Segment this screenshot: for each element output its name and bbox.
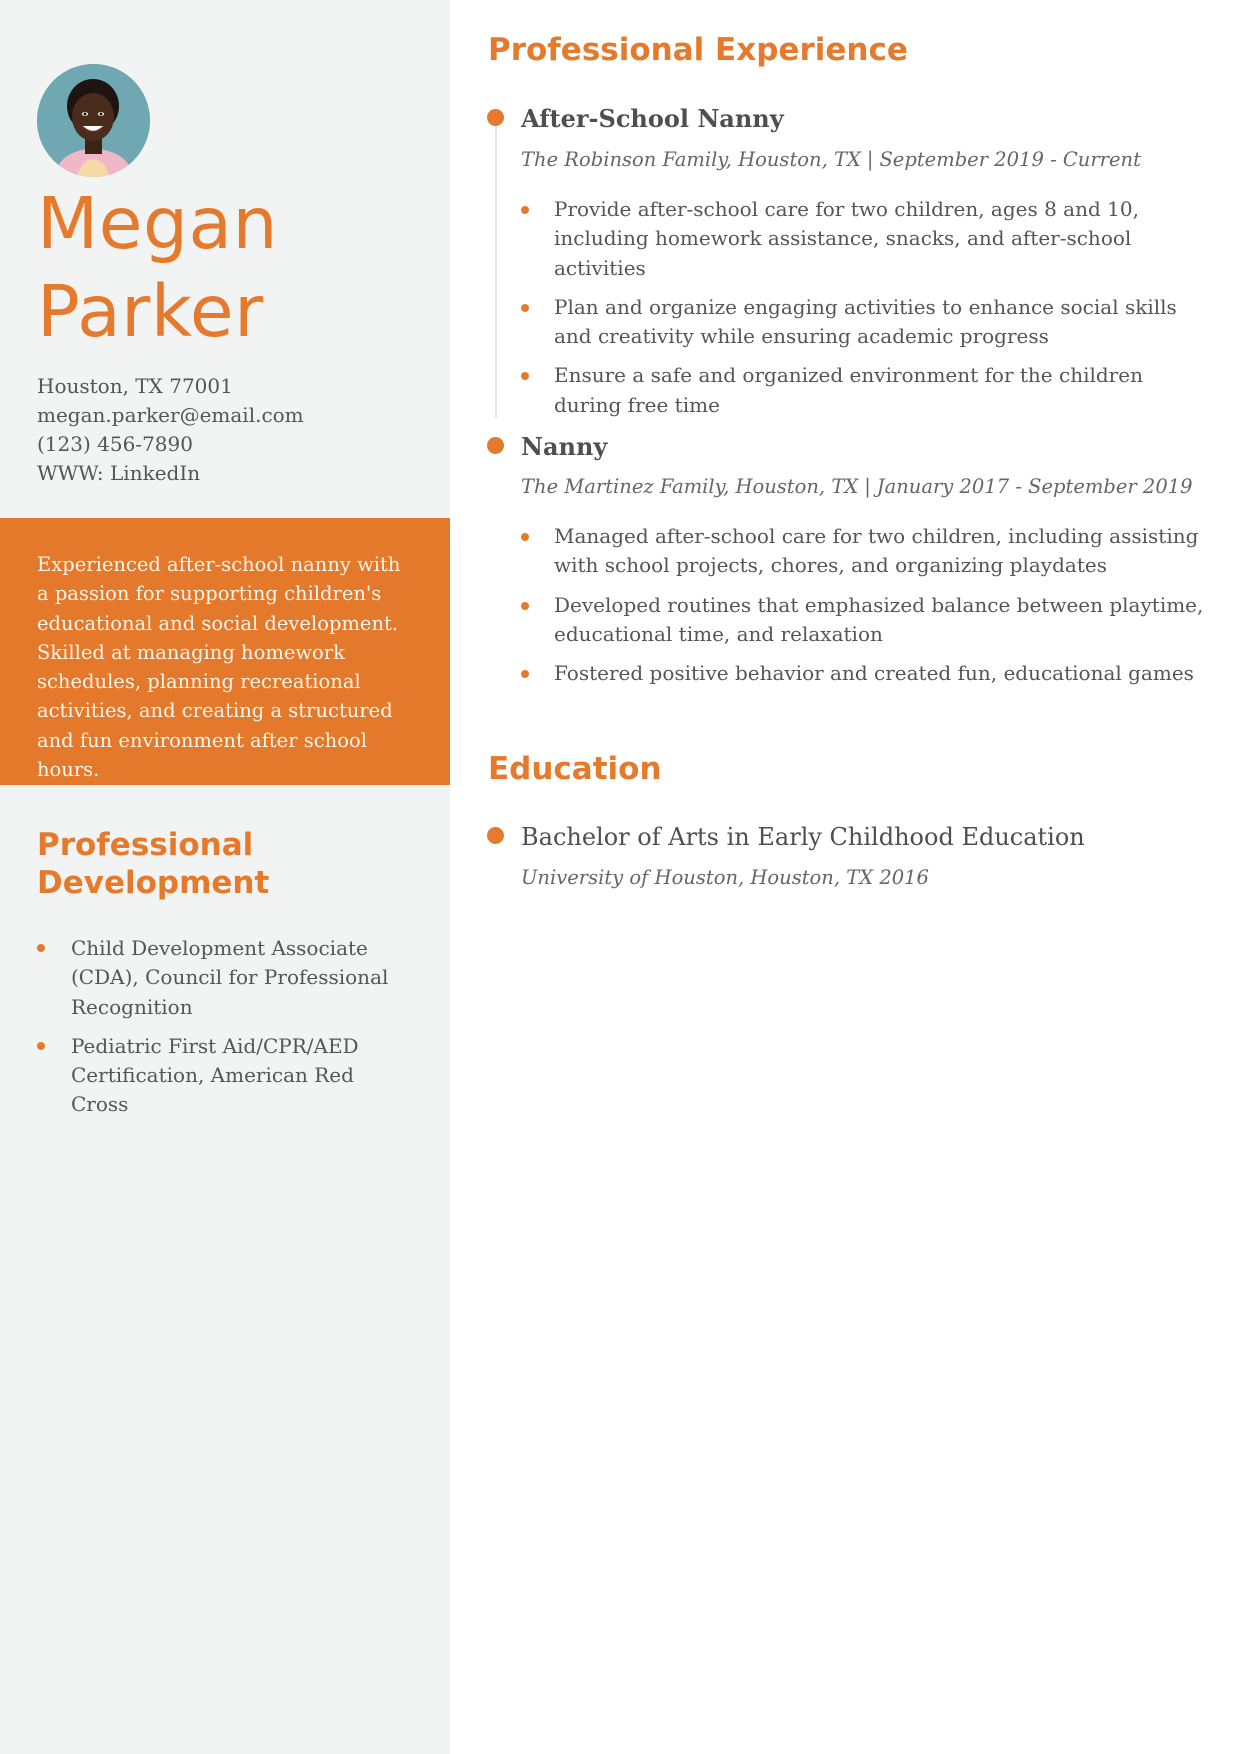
- professional-development-list: [37, 934, 417, 1130]
- list-item-text: Child Development Associate (CDA), Council for Professional Recognition: [71, 936, 389, 1019]
- list-item-text: Developed routines that emphasized balance between playtime, educational time, and relaxation: [554, 592, 1204, 646]
- list-item: [521, 293, 1211, 352]
- phone-number: (123) 456-7890: [37, 432, 193, 456]
- separator: |: [866, 148, 874, 171]
- job-meta: [521, 147, 1141, 173]
- list-item: [37, 934, 417, 1022]
- list-item-text: Provide after-school care for two children, ages 8 and 10, including homework assistance, snacks, and after-school activities: [554, 197, 1139, 280]
- list-item-text: Ensure a safe and organized environment for the children during free time: [554, 363, 1143, 417]
- candidate-name: [37, 180, 437, 356]
- contact-info: [37, 372, 437, 488]
- timeline-dot-icon: [487, 109, 504, 126]
- timeline-dot-icon: [487, 437, 504, 454]
- job-meta: [521, 474, 1193, 500]
- bullet-icon: [521, 670, 529, 678]
- job-dates: January 2017 - September 2019: [876, 475, 1193, 498]
- bullet-icon: [521, 372, 529, 380]
- list-item-text: Managed after-school care for two children, including assisting with school projects, chores, and organizing playdates: [554, 524, 1199, 578]
- list-item: [521, 361, 1211, 420]
- summary-box: [0, 518, 450, 785]
- list-item: [521, 659, 1211, 688]
- bullet-icon: [521, 304, 529, 312]
- job-bullets: [521, 195, 1211, 430]
- email-link[interactable]: megan.parker@email.com: [37, 403, 304, 427]
- avatar: [37, 64, 150, 177]
- list-item-text: Fostered positive behavior and created fun, educational games: [554, 661, 1194, 686]
- job-employer: The Robinson Family, Houston, TX: [521, 148, 861, 171]
- bullet-icon: [521, 533, 529, 541]
- list-item: [521, 195, 1211, 283]
- education-degree: Bachelor of Arts in Early Childhood Education: [521, 823, 1085, 851]
- separator: |: [864, 475, 871, 498]
- list-item: [521, 522, 1211, 581]
- job-dates: September 2019 - Current: [879, 148, 1141, 171]
- list-item-text: Pediatric First Aid/CPR/AED Certification, American Red Cross: [71, 1033, 359, 1117]
- bullet-icon: [37, 944, 45, 952]
- list-item: [521, 591, 1211, 650]
- list-item: [37, 1032, 417, 1120]
- sidebar: [0, 0, 450, 1754]
- list-item-text: Plan and organize engaging activities to enhance social skills and creativity while ensuring academic progress: [554, 294, 1177, 349]
- timeline-line: [495, 118, 497, 418]
- education-school: University of Houston, Houston, TX 2016: [521, 866, 929, 889]
- professional-development-heading: Professional Development: [37, 827, 270, 901]
- timeline-dot-icon: [487, 827, 504, 844]
- address: Houston, TX 77001: [37, 374, 233, 398]
- avatar-photo-icon: [37, 64, 150, 177]
- education-heading: Education: [488, 751, 662, 787]
- job-title: Nanny: [521, 432, 608, 461]
- bullet-icon: [521, 602, 529, 610]
- last-name: Parker: [37, 270, 264, 353]
- job-bullets: [521, 522, 1211, 698]
- bullet-icon: [37, 1042, 45, 1050]
- summary-text: Experienced after-school nanny with a passion for supporting children's educational and social development. Skilled at managing homework schedules, planning recreational activities, and creating a structured and fun environment after school hours.: [37, 553, 401, 782]
- bullet-icon: [521, 206, 529, 214]
- website-link[interactable]: WWW: LinkedIn: [37, 461, 201, 485]
- job-employer: The Martinez Family, Houston, TX: [521, 475, 859, 498]
- first-name: Megan: [37, 182, 279, 265]
- job-title: After-School Nanny: [521, 104, 784, 133]
- professional-experience-heading: Professional Experience: [488, 32, 908, 68]
